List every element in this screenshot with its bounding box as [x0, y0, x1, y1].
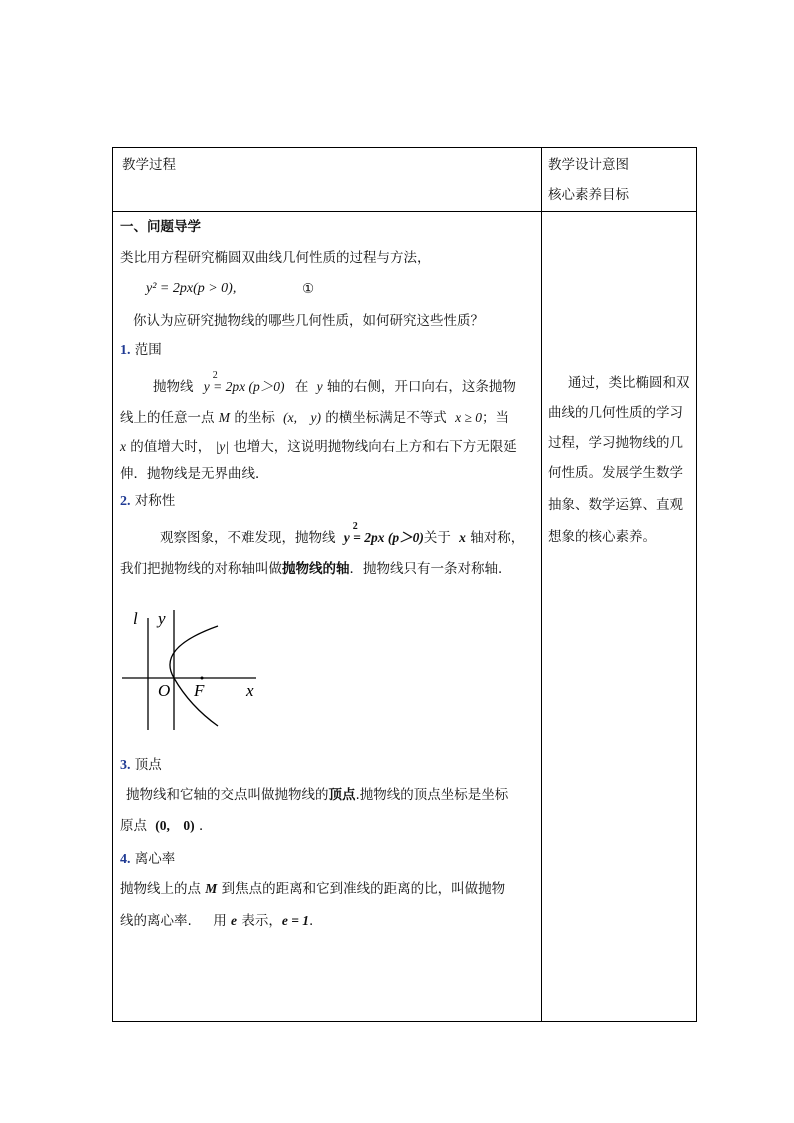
vertex-number: 3. — [120, 758, 131, 773]
range-line-4: 伸．抛物线是无界曲线． — [120, 466, 269, 482]
text: 我们把抛物线的对称轴叫做 — [120, 561, 282, 577]
label-l: l — [133, 609, 138, 628]
vertex-heading — [120, 756, 162, 775]
range-line-1 — [153, 370, 516, 396]
eccentricity-number: 4. — [120, 852, 131, 867]
superscript: 2 — [212, 370, 218, 381]
symmetry-line-1 — [160, 521, 525, 547]
header-design-intent: 教学设计意图 — [548, 157, 629, 173]
eccentricity-line-1 — [120, 880, 505, 898]
vertex-line-1 — [126, 786, 508, 804]
inequality: x ≥ 0 — [455, 410, 482, 425]
vertex-line-2 — [120, 817, 212, 835]
eccentricity-value: e = 1 — [281, 913, 310, 928]
text: 线的离心率. 用 — [120, 913, 227, 929]
eccentricity-heading — [120, 850, 175, 869]
text: ；当 — [482, 410, 509, 426]
label-O: O — [158, 681, 171, 700]
header-teaching-process: 教学过程 — [122, 157, 176, 173]
parabola-figure — [118, 602, 268, 734]
text: 抛物线上的点 — [120, 881, 201, 897]
text: 的坐标 — [234, 410, 275, 426]
coordinates: (x, y) — [283, 410, 321, 425]
text: 轴对称， — [470, 530, 525, 546]
parabola-inline-equation — [203, 370, 285, 394]
text: 到焦点的距离和它到准线的距离的比，叫做抛物 — [221, 881, 506, 897]
point-M: M — [218, 410, 231, 425]
range-heading — [120, 341, 162, 360]
text: 观察图象，不难发现，抛物线 — [160, 530, 336, 546]
symmetry-title: 对称性 — [134, 493, 176, 509]
parabola-inline-equation — [343, 521, 424, 545]
side-note-line: 过程，学习抛物线的几 — [548, 435, 683, 451]
intro-text: 类比用方程研究椭圆双曲线几何性质的过程与方法， — [120, 250, 431, 266]
parabola-equation: y² = 2px(p > 0), — [146, 281, 237, 296]
vertex-term: 顶点 — [328, 787, 356, 803]
focus-point — [201, 677, 204, 680]
side-note-line: 曲线的几何性质的学习 — [548, 405, 683, 421]
text: . — [309, 913, 314, 929]
text: .抛物线的顶点坐标是坐标 — [355, 787, 509, 803]
range-line-2 — [120, 409, 509, 427]
side-note-line: 何性质。发展学生数学 — [548, 465, 683, 481]
text: 也增大，这说明抛物线向右上方和右下方无限延 — [233, 439, 517, 455]
range-title: 范围 — [134, 342, 162, 358]
side-note-line: 通过，类比椭圆和双 — [568, 375, 690, 391]
var-y: y — [316, 379, 323, 394]
question-text: 你认为应研究抛物线的哪些几何性质，如何研究这些性质？ — [133, 313, 484, 329]
side-note-line: 想象的核心素养。 — [548, 529, 656, 545]
label-F: F — [194, 681, 205, 700]
symmetry-number: 2. — [120, 494, 131, 509]
text: 在 — [294, 379, 309, 395]
eccentricity-line-2 — [120, 912, 313, 930]
symmetry-line-2 — [120, 560, 512, 578]
text: 轴的右侧，开口向右，这条抛物 — [326, 379, 516, 395]
text: 抛物线 — [153, 379, 194, 395]
equation: y = 2px (p＞0) — [343, 530, 424, 545]
text: 关于 — [423, 530, 451, 546]
text: ． — [198, 818, 213, 834]
point-M: M — [205, 881, 218, 896]
origin-coordinates: (0, 0) — [155, 818, 195, 833]
range-line-3 — [120, 438, 517, 456]
range-number: 1. — [120, 343, 131, 358]
text: ．抛物线只有一条对称轴． — [349, 561, 512, 577]
text: 抛物线和它轴的交点叫做抛物线的 — [126, 787, 329, 803]
symmetry-heading — [120, 492, 175, 511]
var-x: x — [459, 530, 466, 545]
parabola-curve — [170, 626, 218, 726]
axis-of-parabola: 抛物线的轴 — [282, 561, 350, 577]
var-e: e — [231, 913, 238, 928]
column-divider — [541, 148, 542, 1021]
text: 线上的任意一点 — [120, 410, 215, 426]
text: 的值增大时， — [130, 439, 212, 455]
header-divider — [113, 211, 696, 212]
label-y: y — [158, 609, 166, 628]
side-note-line: 抽象、数学运算、直观 — [548, 497, 683, 513]
text: 的横坐标满足不等式 — [325, 410, 447, 426]
label-x: x — [246, 681, 254, 700]
header-core-literacy: 核心素养目标 — [548, 187, 629, 203]
superscript: 2 — [352, 521, 358, 532]
eccentricity-title: 离心率 — [134, 851, 176, 867]
text: 原点 — [120, 818, 147, 834]
text: 表示， — [241, 913, 282, 929]
vertex-title: 顶点 — [134, 757, 162, 773]
equation-marker: ① — [302, 281, 315, 296]
section-title: 一、问题导学 — [120, 219, 201, 235]
var-x: x — [120, 439, 126, 454]
abs-y: |y| — [215, 439, 230, 454]
equation: y = 2px (p＞0) — [203, 379, 285, 394]
